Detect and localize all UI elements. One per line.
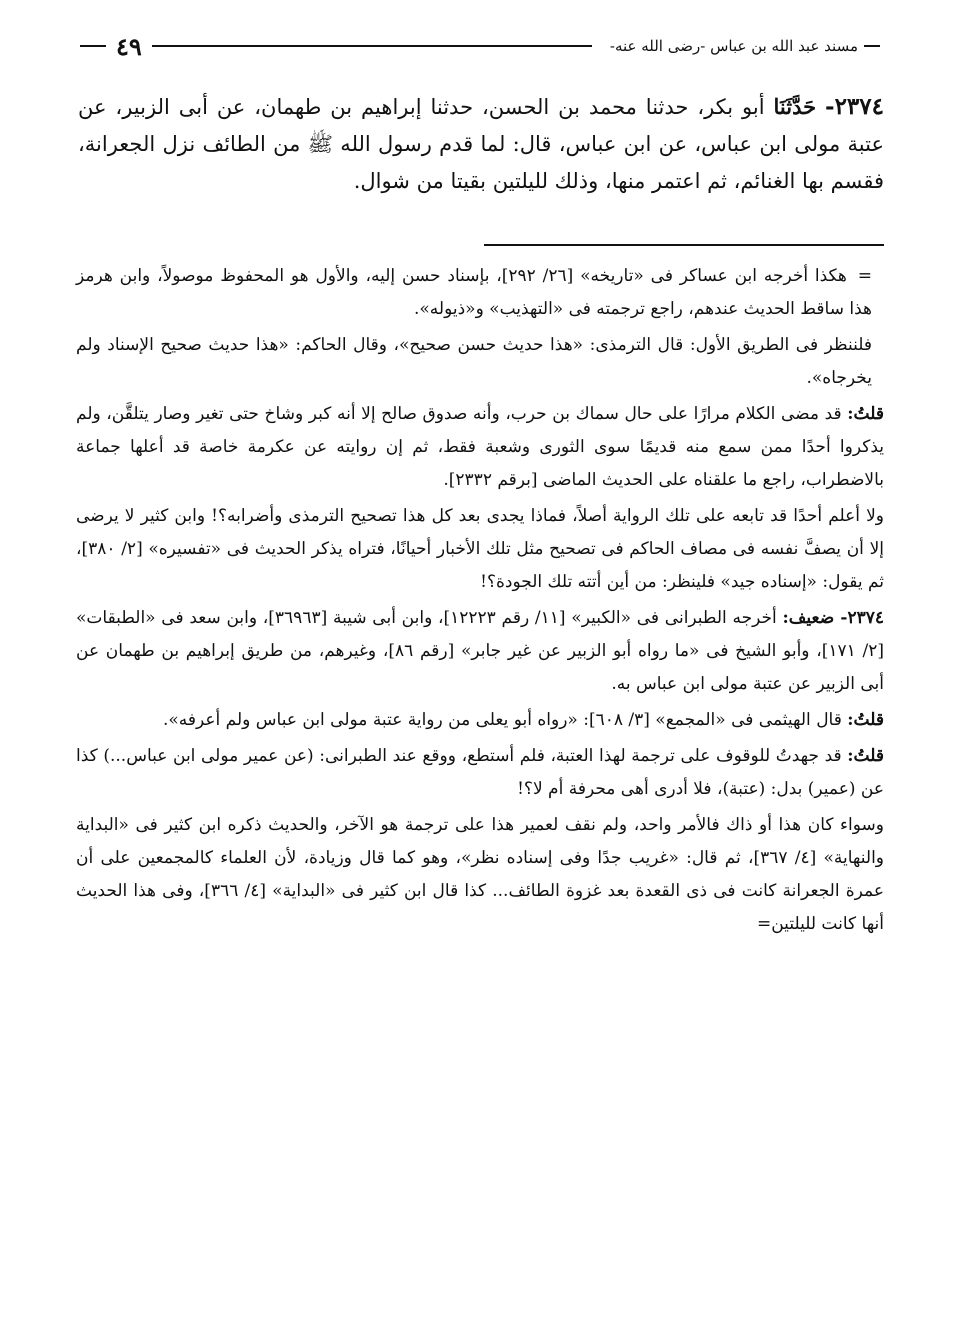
header-title: مسند عبد الله بن عباس -رضى الله عنه-	[609, 37, 858, 55]
footnote-paragraph-6	[76, 704, 884, 737]
header-rule	[152, 45, 592, 47]
footnote-paragraph-7	[76, 740, 884, 806]
footnote-paragraph-4	[76, 500, 884, 599]
header-dash-right	[864, 45, 880, 47]
footnote-text-2: فلننظر فى الطريق الأول: قال الترمذى: «هذا حديث حسن صحيح»، وقال الحاكم: «هذا حديث صحيح الإسناد ولم يخرجاه».	[76, 335, 872, 388]
footnote-text-1: هكذا أخرجه ابن عساكر فى «تاريخه» [٢٦/ ٢٩٢]، بإسناد حسن إليه، والأول هو المحفوظ موصولاً، وابن هرمز هذا ساقط الحديث عندهم، راجع ترجمته فى «التهذيب» و«ذيوله».	[76, 266, 872, 319]
footnote-separator	[484, 244, 884, 246]
footnote-paragraph-1	[76, 260, 884, 326]
hadith-lead-word: حَدَّثَنَا	[773, 94, 817, 119]
footnote-lead-5: ٢٣٧٤- ضعيف:	[782, 608, 884, 628]
footnote-text-4: ولا أعلم أحدًا قد تابعه على تلك الرواية أصلاً، فماذا يجدى بعد كل هذا تصحيح الترمذى وأضرابه؟! وابن كثير لا يرضى إلا أن يصفَّ نفسه فى مصاف الحاكم فى تصحيح مثل تلك الأخبار أحيانًا، فتراه يذكر الحديث فى «تفسيره» [٢/ ٣٨٠]، ثم يقول: «إسناده جيد» فلينظر: من أين أتته تلك الجودة؟!	[76, 506, 884, 592]
header-dash-left	[80, 45, 106, 47]
page-number: ٤٩	[116, 31, 142, 61]
footnote-text-3: قد مضى الكلام مرارًا على حال سماك بن حرب، وأنه صدوق صالح إلا أنه كبر وشاخ حتى تغير وصار يتلقَّن، ولم يذكروا أحدًا ممن سمع منه قديمًا سوى الثورى وشعبة فقط، ثم إن روايته عن عكرمة خاصة قد أعلها جماعة بالاضطراب، راجع ما علقناه على الحديث الماضى [برقم ٢٣٣٢].	[76, 404, 884, 490]
continuation-mark: =	[857, 266, 872, 286]
footnote-lead-7: قلتُ:	[847, 746, 884, 766]
footnote-lead-3: قلتُ:	[847, 404, 884, 424]
footnote-paragraph-2	[76, 329, 884, 395]
footnote-paragraph-3	[76, 398, 884, 497]
footnotes	[76, 260, 884, 944]
hadith-body: أبو بكر، حدثنا محمد بن الحسن، حدثنا إبراهيم بن طهمان، عن أبى الزبير، عن عتبة مولى ابن عباس، عن ابن عباس، قال: لما قدم رسول الله ﷺ من الطائف نزل الجعرانة، فقسم بها الغنائم، ثم اعتمر منها، وذلك لليلتين بقيتا من شوال.	[78, 95, 884, 193]
footnote-paragraph-5	[76, 602, 884, 701]
running-header	[80, 30, 880, 62]
footnote-text-5: أخرجه الطبرانى فى «الكبير» [١١/ رقم ١٢٢٢٣]، وابن أبى شيبة [٣٦٩٦٣]، وابن سعد فى «الطبقات» [٢/ ١٧١]، وأبو الشيخ فى «ما رواه أبو الزبير عن غير جابر» [رقم ٨٦]، وغيرهم، من طريق إبراهيم بن طهمان عن أبى الزبير عن عتبة مولى ابن عباس به.	[76, 608, 884, 694]
footnote-text-7: قد جهدتُ للوقوف على ترجمة لهذا العتبة، فلم أستطع، ووقع عند الطبرانى: (عن عمير مولى ابن عباس...) كذا عن (عمير) بدل: (عتبة)، فلا أدرى أهى محرفة أم لا؟!	[76, 746, 884, 799]
hadith-number: ٢٣٧٤-	[825, 93, 884, 120]
footnote-text-8: وسواء كان هذا أو ذاك فالأمر واحد، ولم نقف لعمير هذا على ترجمة هو الآخر، والحديث ذكره ابن كثير فى «البداية والنهاية» [٤/ ٣٦٧]، ثم قال: «غريب جدًا وفى إسناده نظر»، وهو كما قال وزيادة، لأن العلماء كالمجمعين على أن عمرة الجعرانة كانت فى ذى القعدة بعد غزوة الطائف... كذا قال ابن كثير فى «البداية» [٤/ ٣٦٦]، وفى هذا الحديث أنها كانت لليلتين=	[76, 815, 885, 934]
hadith-text	[78, 88, 884, 200]
footnote-text-6: قال الهيثمى فى «المجمع» [٣/ ٦٠٨]: «رواه أبو يعلى من رواية عتبة مولى ابن عباس ولم أعرفه».	[162, 710, 842, 730]
footnote-lead-6: قلتُ:	[847, 710, 884, 730]
footnote-paragraph-8	[76, 809, 884, 941]
